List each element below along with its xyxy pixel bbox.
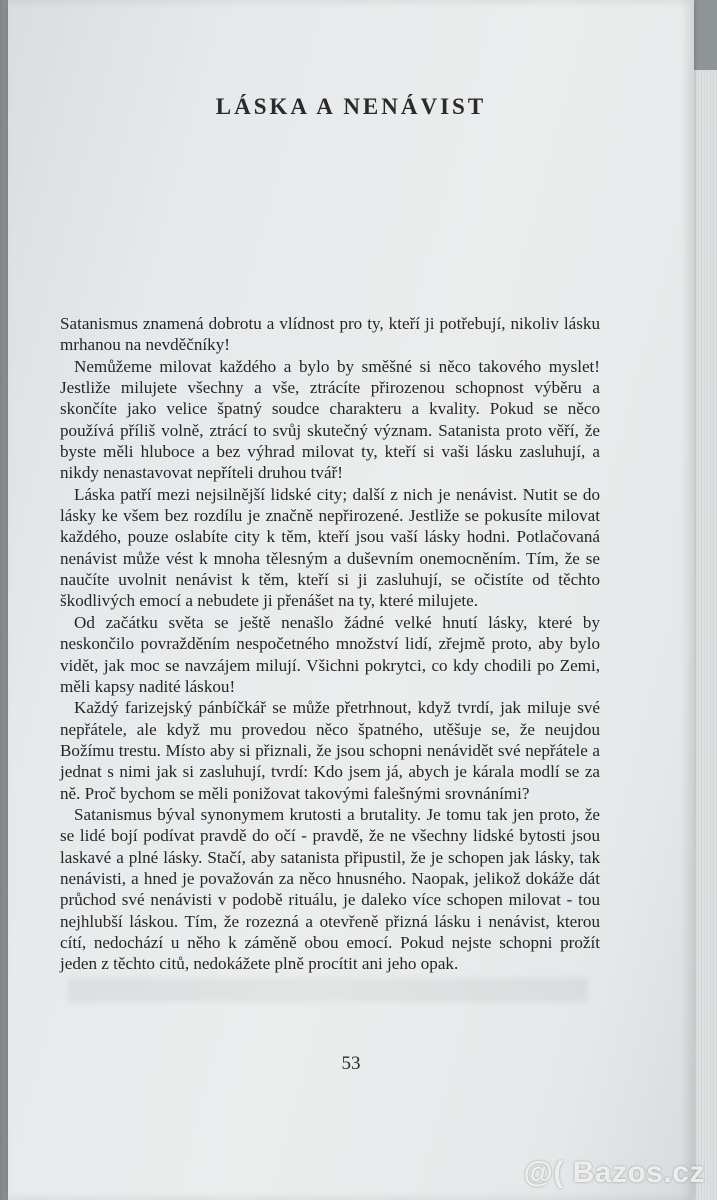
watermark-logo: @( Bazos.cz (523, 1156, 705, 1189)
show-through-shadow (68, 978, 588, 1002)
paragraph-2: Nemůžeme milovat každého a bylo by směšné si něco takového myslet! Jestliže milujete všechny a vše, ztrácíte přirozenou schopnost výběru a skončíte jako velice špatný soudce charakteru a kvality. Pokud se něco používá příliš volně, ztrácí to svůj skutečný význam. Satanista proto věří, že byste měli hluboce a bez výhrad milovat ty, kteří si vaši lásku zasluhují, a nikdy nenastavovat nepříteli druhou tvář! (60, 356, 600, 483)
paragraph-3: Láska patří mezi nejsilnější lidské city; další z nich je nenávist. Nutit se do lásky ke všem bez rozdílu je značně nepřirozené. Jestliže se pokusíte milovat každého, pouze oslabíte city k těm, kteří jsou vaší lásky hodni. Potlačovaná nenávist může vést k mnoha tělesným a duševním onemocněním. Tím, že se naučíte uvolnit nenávist k těm, kteří si ji zasluhují, se očistíte od těchto škodlivých emocí a nebudete ji přenášet na ty, které milujete. (60, 484, 600, 611)
chapter-title: LÁSKA A NENÁVIST (215, 94, 487, 119)
book-page-edges (690, 70, 717, 1200)
book-page (8, 0, 694, 1200)
body-text (60, 313, 600, 975)
paragraph-6: Satanismus býval synonymem krutosti a brutality. Je tomu tak jen proto, že se lidé bojí podívat pravdě do očí - pravdě, že ne všechny lidské bytosti jsou laskavé a plné lásky. Stačí, aby satanista připustil, že je schopen jak lásky, tak nenávisti, a hned je považován za něco hnusného. Naopak, jelikož dokáže dát průchod své nenávisti v podobě rituálu, je daleko více schopen milovat - tou nejhlubší láskou. Tím, že rozezná a otevřeně přizná lásku i nenávist, kterou cítí, nedochází u něho k záměně obou emocí. Pokud nejste schopni prožít jeden z těchto citů, nedokážete plně procítit ani jeho opak. (60, 804, 600, 974)
paragraph-5: Každý farizejský pánbíčkář se může přetrhnout, když tvrdí, jak miluje své nepřátele, ale když mu provedou něco špatného, utěšuje se, že neujdou Božímu trestu. Místo aby si přiznali, že jsou schopni nenávidět své nepřátele a jednat s nimi jak si zasluhují, tvrdí: Kdo jsem já, abych je kárala modlí se za ně. Proč bychom se měli ponižovat takovými falešnými srovnáními? (60, 698, 600, 803)
paragraph-1: Satanismus znamená dobrotu a vlídnost pro ty, kteří ji potřebují, nikoliv lásku mrhanou na nevděčníky! (60, 314, 600, 355)
paragraph-4: Od začátku světa se ještě nenašlo žádné velké hnutí lásky, které by neskončilo povražděním nespočetného množství lidí, zřejmě proto, aby bylo vidět, jak moc se navzájem milují. Všichni pokrytci, co kdy chodili po Zemi, měli kapsy nadité láskou! (60, 612, 600, 696)
page-number: 53 (341, 1053, 361, 1074)
